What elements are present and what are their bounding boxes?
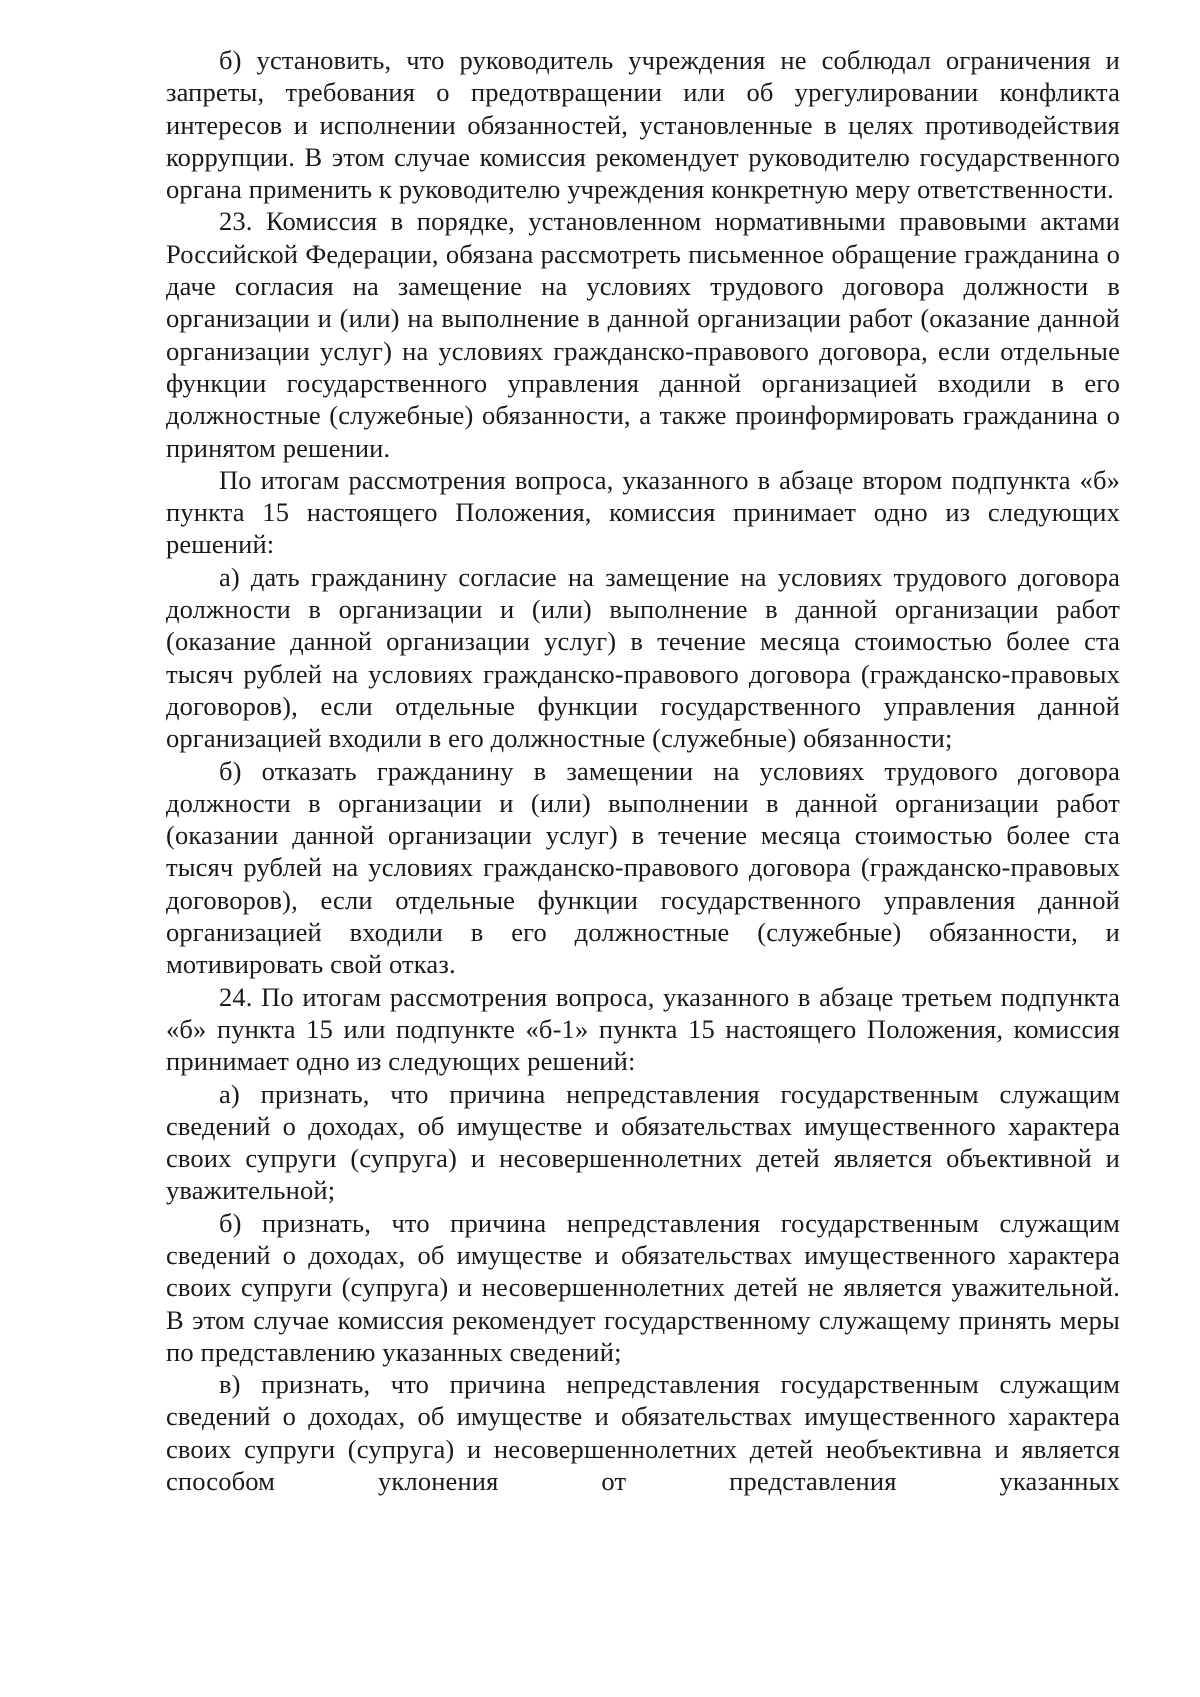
document-body	[166, 44, 1120, 1497]
paragraph-23-results: По итогам рассмотрения вопроса, указанного в абзаце втором подпункта «б» пункта 15 настоящего Положения, комиссия принимает одно из следующих решений:	[166, 464, 1120, 560]
paragraph-24a: а) признать, что причина непредставления государственным служащим сведений о доходах, об имуществе и обязательствах имущественного характера своих супруги (супруга) и несовершеннолетних детей является объективной и уважительной;	[166, 1078, 1120, 1206]
paragraph-22b: б) установить, что руководитель учреждения не соблюдал ограничения и запреты, требования о предотвращении или об урегулировании конфликта интересов и исполнении обязанностей, установленные в целях противодействия коррупции. В этом случае комиссия рекомендует руководителю государственного органа применить к руководителю учреждения конкретную меру ответственности.	[166, 45, 1120, 205]
paragraph-24b: б) признать, что причина непредставления государственным служащим сведений о доходах, об имуществе и обязательствах имущественного характера своих супруги (супруга) и несовершеннолетних детей не является уважительной. В этом случае комиссия рекомендует государственному служащему принять меры по представлению указанных сведений;	[166, 1207, 1120, 1367]
paragraph-23: 23. Комиссия в порядке, установленном нормативными правовыми актами Российской Федерации, обязана рассмотреть письменное обращение гражданина о даче согласия на замещение на условиях трудового договора должности в организации и (или) на выполнение в данной организации работ (оказание данной организации услуг) на условиях гражданско-правового договора, если отдельные функции государственного управления данной организацией входили в его должностные (служебные) обязанности, а также проинформировать гражданина о принятом решении.	[166, 206, 1120, 463]
paragraph-23b: б) отказать гражданину в замещении на условиях трудового договора должности в организации и (или) выполнении в данной организации работ (оказании данной организации услуг) в течение месяца стоимостью более ста тысяч рублей на условиях гражданско-правового договора (гражданско-правовых договоров), если отдельные функции государственного управления данной организацией входили в его должностные (служебные) обязанности, и мотивировать свой отказ.	[166, 755, 1120, 980]
paragraph-24: 24. По итогам рассмотрения вопроса, указанного в абзаце третьем подпункта «б» пункта 15 или подпункте «б-1» пункта 15 настоящего Положения, комиссия принимает одно из следующих решений:	[166, 981, 1120, 1077]
paragraph-24v: в) признать, что причина непредставления государственным служащим сведений о доходах, об имуществе и обязательствах имущественного характера своих супруги (супруга) и несовершеннолетних детей необъективна и является способом уклонения от представления указанных	[166, 1369, 1120, 1497]
paragraph-23a: а) дать гражданину согласие на замещение на условиях трудового договора должности в организации и (или) выполнение в данной организации работ (оказание данной организации услуг) в течение месяца стоимостью более ста тысяч рублей на условиях гражданско-правового договора (гражданско-правовых договоров), если отдельные функции государственного управления данной организацией входили в его должностные (служебные) обязанности;	[166, 561, 1120, 754]
